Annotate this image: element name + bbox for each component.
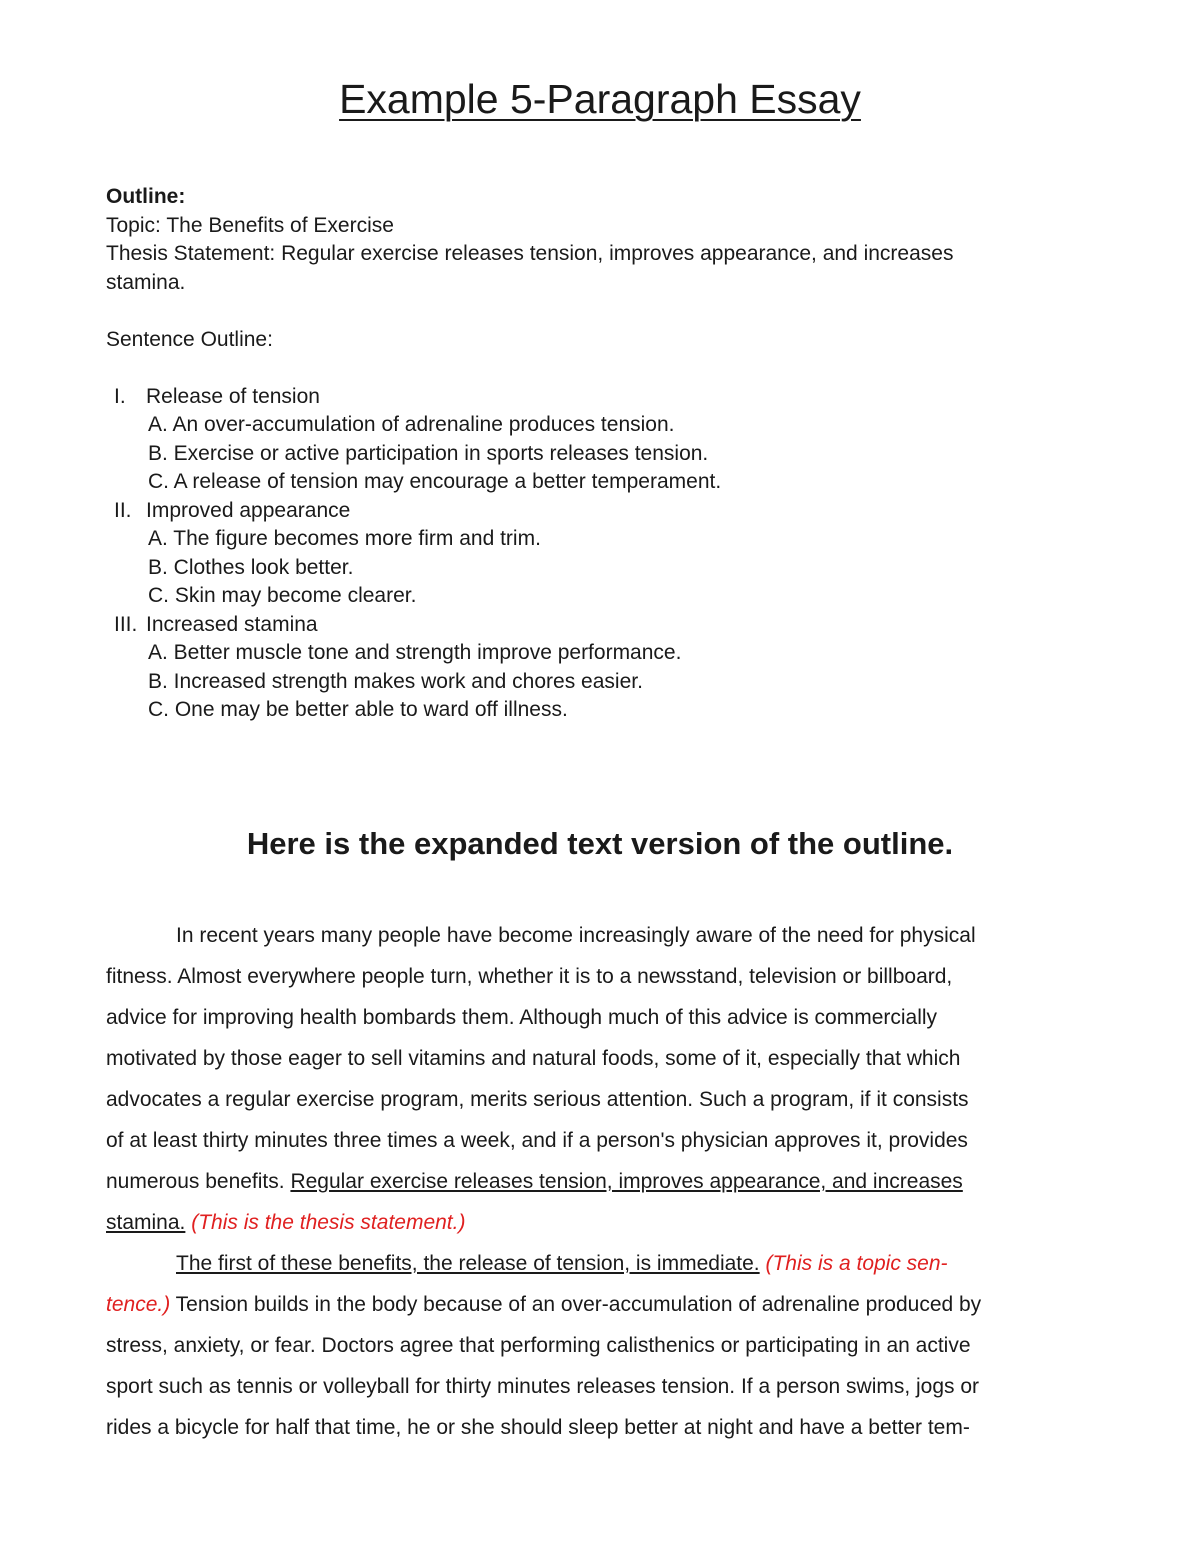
roman-numeral: III. (114, 612, 138, 636)
topic-sentence-annotation: tence.) (106, 1293, 171, 1316)
essay-body (106, 915, 1096, 1448)
essay-line: sport such as tennis or volleyball for thirty minutes releases tension. If a person swims, jogs or (106, 1375, 980, 1398)
outline-heading: Release of tension (146, 384, 320, 408)
essay-line (106, 1284, 1096, 1325)
outline-item: A. Better muscle tone and strength improve performance. (148, 641, 682, 664)
essay-line (106, 1243, 1096, 1284)
thesis-statement-underlined: stamina. (106, 1211, 186, 1234)
outline-heading-row (114, 611, 1106, 640)
outline-label: Outline: (106, 185, 186, 208)
outline-topic: Topic: The Benefits of Exercise (106, 213, 394, 237)
outline-thesis-line-2: stamina. (106, 270, 186, 294)
outline-item: C. Skin may become clearer. (148, 584, 417, 607)
outline-item: C. A release of tension may encourage a better temperament. (148, 470, 722, 493)
outline-section-1 (106, 383, 1106, 497)
topic-sentence-underlined: The first of these benefits, the release of tension, is immediate. (176, 1252, 760, 1275)
essay-line: fitness. Almost everywhere people turn, whether it is to a newsstand, television or billboard, (106, 965, 953, 988)
essay-line (106, 1202, 1096, 1243)
outline-item: B. Increased strength makes work and chores easier. (148, 669, 643, 693)
outline-item: C. One may be better able to ward off illness. (148, 698, 568, 721)
outline-section (106, 183, 1106, 725)
document-title: Example 5-Paragraph Essay (339, 76, 861, 122)
outline-item: A. The figure becomes more firm and trim. (148, 527, 541, 550)
outline-heading-row (114, 497, 1106, 526)
essay-line: rides a bicycle for half that time, he or she should sleep better at night and have a better tem- (106, 1416, 970, 1439)
outline-item: B. Clothes look better. (148, 555, 354, 579)
outline-item: A. An over-accumulation of adrenaline produces tension. (148, 413, 675, 436)
essay-line: advocates a regular exercise program, merits serious attention. Such a program, if it consists (106, 1088, 969, 1111)
outline-item: B. Exercise or active participation in sports releases tension. (148, 441, 709, 465)
roman-numeral: II. (114, 498, 132, 522)
essay-text: Tension builds in the body because of an over-accumulation of adrenaline produced by (170, 1293, 982, 1316)
essay-line: In recent years many people have become increasingly aware of the need for physical (176, 924, 976, 947)
essay-text: numerous benefits. (106, 1170, 291, 1193)
essay-line (106, 1161, 1096, 1202)
outline-heading: Improved appearance (146, 498, 351, 522)
spacer (106, 297, 1106, 326)
outline-thesis-line-1: Thesis Statement: Regular exercise releases tension, improves appearance, and increases (106, 242, 954, 265)
sentence-outline-label: Sentence Outline: (106, 327, 273, 351)
thesis-annotation: (This is the thesis statement.) (185, 1211, 466, 1234)
essay-line: advice for improving health bombards them. Although much of this advice is commercially (106, 1006, 938, 1029)
essay-line: motivated by those eager to sell vitamins and natural foods, some of it, especially that which (106, 1047, 961, 1070)
outline-heading-row (114, 383, 1106, 412)
essay-line: of at least thirty minutes three times a week, and if a person's physician approves it, provides (106, 1129, 968, 1152)
outline-section-3 (106, 611, 1106, 725)
expanded-heading: Here is the expanded text version of the outline. (246, 826, 954, 861)
outline-section-2 (106, 497, 1106, 611)
essay-line: stress, anxiety, or fear. Doctors agree that performing calisthenics or participating in an active (106, 1334, 971, 1357)
outline-heading: Increased stamina (146, 612, 318, 636)
roman-numeral: I. (114, 384, 126, 408)
thesis-statement-underlined: Regular exercise releases tension, improves appearance, and increases (290, 1170, 963, 1193)
spacer (106, 354, 1106, 383)
topic-sentence-annotation: (This is a topic sen- (759, 1252, 948, 1275)
